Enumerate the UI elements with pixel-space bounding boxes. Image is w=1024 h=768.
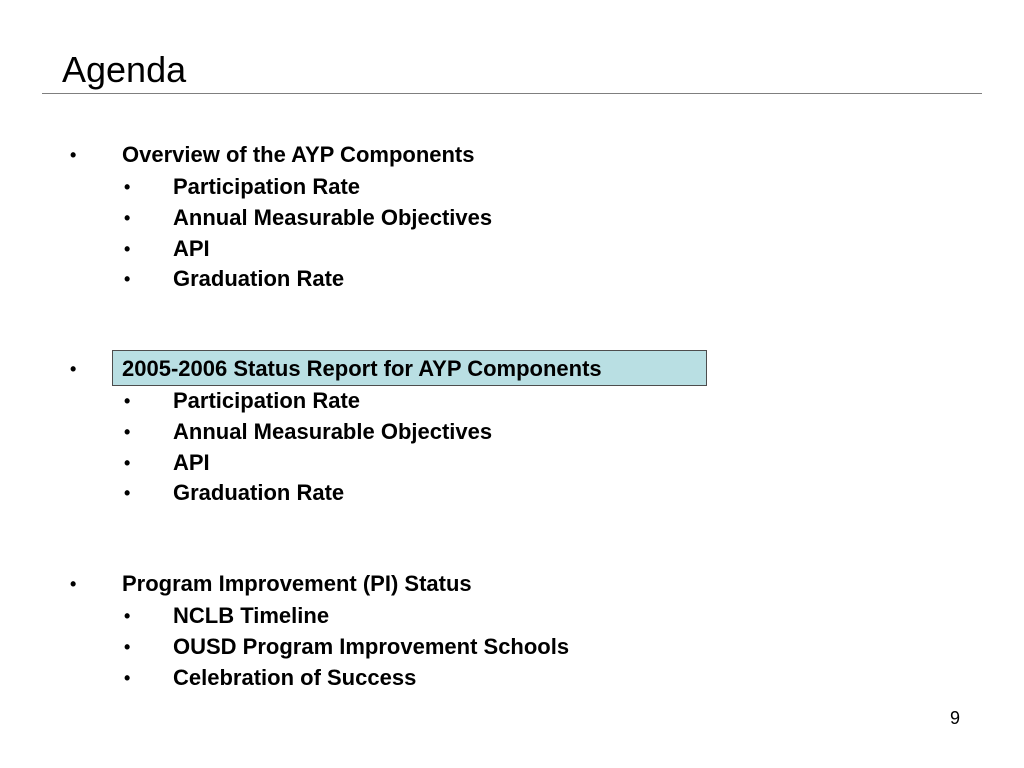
- agenda-sub-list: [0, 386, 1024, 509]
- agenda-sub-label: Annual Measurable Objectives: [173, 418, 493, 444]
- agenda-sub-label: Graduation Rate: [173, 480, 345, 506]
- agenda-sub-label: OUSD Program Improvement Schools: [173, 633, 570, 659]
- agenda-sub-label: Annual Measurable Objectives: [173, 204, 493, 230]
- agenda-sub-label: API: [173, 449, 210, 475]
- agenda-main-item: [0, 355, 1024, 386]
- agenda-sub-item: [0, 386, 1024, 417]
- bullet-icon: •: [124, 177, 131, 197]
- bullet-icon: •: [70, 574, 77, 594]
- bullet-icon: •: [124, 636, 131, 657]
- agenda-sub-item: [0, 632, 1024, 663]
- agenda-sub-item: [0, 478, 1024, 509]
- bullet-icon: •: [124, 606, 131, 626]
- agenda-sub-item: [0, 172, 1024, 203]
- agenda-sub-list: [0, 601, 1024, 693]
- agenda-sub-label: API: [173, 235, 210, 261]
- agenda-sub-item: [0, 417, 1024, 448]
- agenda-sub-item: [0, 203, 1024, 234]
- agenda-sub-list: [0, 172, 1024, 295]
- title-divider: [42, 93, 982, 94]
- bullet-icon: •: [124, 207, 131, 228]
- agenda-sub-item: [0, 601, 1024, 632]
- page-number: 9: [949, 708, 960, 728]
- bullet-icon: •: [70, 359, 77, 379]
- agenda-main-label: Program Improvement (PI) Status: [122, 571, 472, 596]
- agenda-main-label: 2005-2006 Status Report for AYP Components: [122, 356, 602, 381]
- agenda-sub-label: Participation Rate: [173, 174, 361, 199]
- agenda-sub-label: Celebration of Success: [173, 664, 417, 690]
- agenda-main-item: [0, 570, 1024, 601]
- bullet-icon: •: [124, 667, 131, 688]
- agenda-section-overview: [0, 141, 1024, 295]
- bullet-icon: •: [70, 145, 77, 165]
- bullet-icon: •: [124, 391, 131, 411]
- bullet-icon: •: [124, 421, 131, 442]
- agenda-sub-item: [0, 264, 1024, 295]
- agenda-sub-item: [0, 234, 1024, 265]
- agenda-sub-label: Graduation Rate: [173, 266, 345, 292]
- agenda-section-status-report: [0, 355, 1024, 509]
- agenda-main-item: [0, 141, 1024, 172]
- bullet-icon: •: [124, 483, 131, 504]
- agenda-sub-item: [0, 448, 1024, 479]
- agenda-sub-label: Participation Rate: [173, 388, 361, 413]
- agenda-main-label: Overview of the AYP Components: [122, 142, 475, 167]
- agenda-sub-label: NCLB Timeline: [173, 603, 330, 628]
- slide-title: Agenda: [62, 49, 187, 90]
- bullet-icon: •: [124, 269, 131, 290]
- bullet-icon: •: [124, 238, 131, 259]
- bullet-icon: •: [124, 452, 131, 473]
- agenda-sub-item: [0, 663, 1024, 694]
- agenda-section-program-improvement: [0, 570, 1024, 693]
